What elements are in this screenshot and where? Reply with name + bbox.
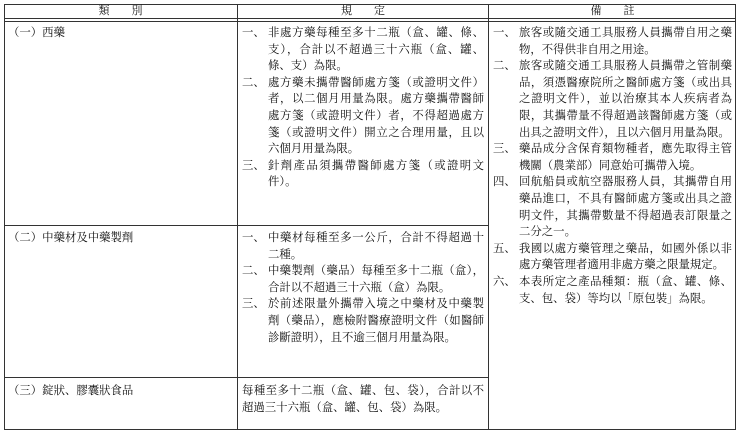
rule-item: 一、 非處方藥每種至多十二瓶（盒、罐、條、支），合計以不超過三十六瓶（盒、罐、條、支）為限。 — [242, 25, 484, 73]
rule-item: 二、 中藥製劑（藥品）每種至多十二瓶（盒），合計以不超過三十六瓶（盒）為限。 — [242, 263, 484, 294]
rule-cell-western — [242, 24, 484, 190]
rule-item: 二、 處方藥未攜帶醫師處方箋（或證明文件）者，以二個月用量為限。處方藥攜帶醫師處方箋（或證明文件）者，不得超過處方箋（或證明文件）開立之合理用量，且以六個月用量為限。 — [242, 74, 484, 156]
rule-item: 三、 於前述限量外攜帶入境之中藥材及中藥製劑（藥品），應檢附醫療證明文件（如醫師診斷證明），且不逾三個月用量為限。 — [242, 296, 484, 344]
note-item: 六、 本表所定之產品種類：瓶（盒、罐、條、支、包、袋）等均以「原包裝」為限。 — [493, 273, 732, 305]
note-item: 四、 回航船員或航空器服務人員，其攜帶自用藥品進口，不具有醫師處方箋或出具之證明文件，其攜帶數量不得超過表訂限量之二分之一。 — [493, 174, 732, 239]
category-chinese-medicine: （二）中藥材及中藥製劑 — [8, 230, 134, 244]
rule-item: 三、 針劑產品須攜帶醫師處方箋（或證明文件）。 — [242, 157, 484, 189]
note-item: 三、 藥品成分含保育類物種者，應先取得主管機關（農業部）同意始可攜帶入境。 — [493, 141, 732, 172]
category-western-medicine: （一）西藥 — [8, 25, 65, 39]
note-item: 二、 旅客或隨交通工具服務人員攜帶之管制藥品，須憑醫療院所之醫師處方箋（或出具之證明文件），並以治療其本人疾病者為限，其攜帶量不得超過該醫師處方箋（或出具之證明文件），且以六個月用量為限。 — [493, 58, 732, 139]
regulation-table — [4, 4, 736, 430]
note-item: 一、 旅客或隨交通工具服務人員攜帶自用之藥物，不得供非自用之用途。 — [493, 25, 732, 56]
row-divider — [4, 377, 488, 378]
column-divider — [488, 4, 489, 430]
note-item: 五、 我國以處方藥管理之藥品，如國外係以非處方藥管理者適用非處方藥之限量規定。 — [493, 240, 732, 272]
rule-item: 一、 中藥材每種至多一公斤，合計不得超過十二種。 — [242, 230, 484, 261]
header-rule — [4, 18, 736, 22]
category-tablet-capsule-food: （三）錠狀、膠囊狀食品 — [8, 383, 134, 397]
header-category: 類 別 — [98, 4, 143, 17]
rule-cell-tablet: 每種至多十二瓶（盒、罐、包、袋），合計以不超過三十六瓶（盒、罐、包、袋）為限。 — [242, 383, 484, 414]
header-note: 備 註 — [590, 4, 635, 17]
column-divider — [237, 4, 238, 430]
notes-cell — [493, 24, 732, 306]
row-divider — [4, 225, 488, 226]
header-rule: 規 定 — [341, 4, 385, 17]
rule-cell-chinese — [242, 229, 484, 345]
